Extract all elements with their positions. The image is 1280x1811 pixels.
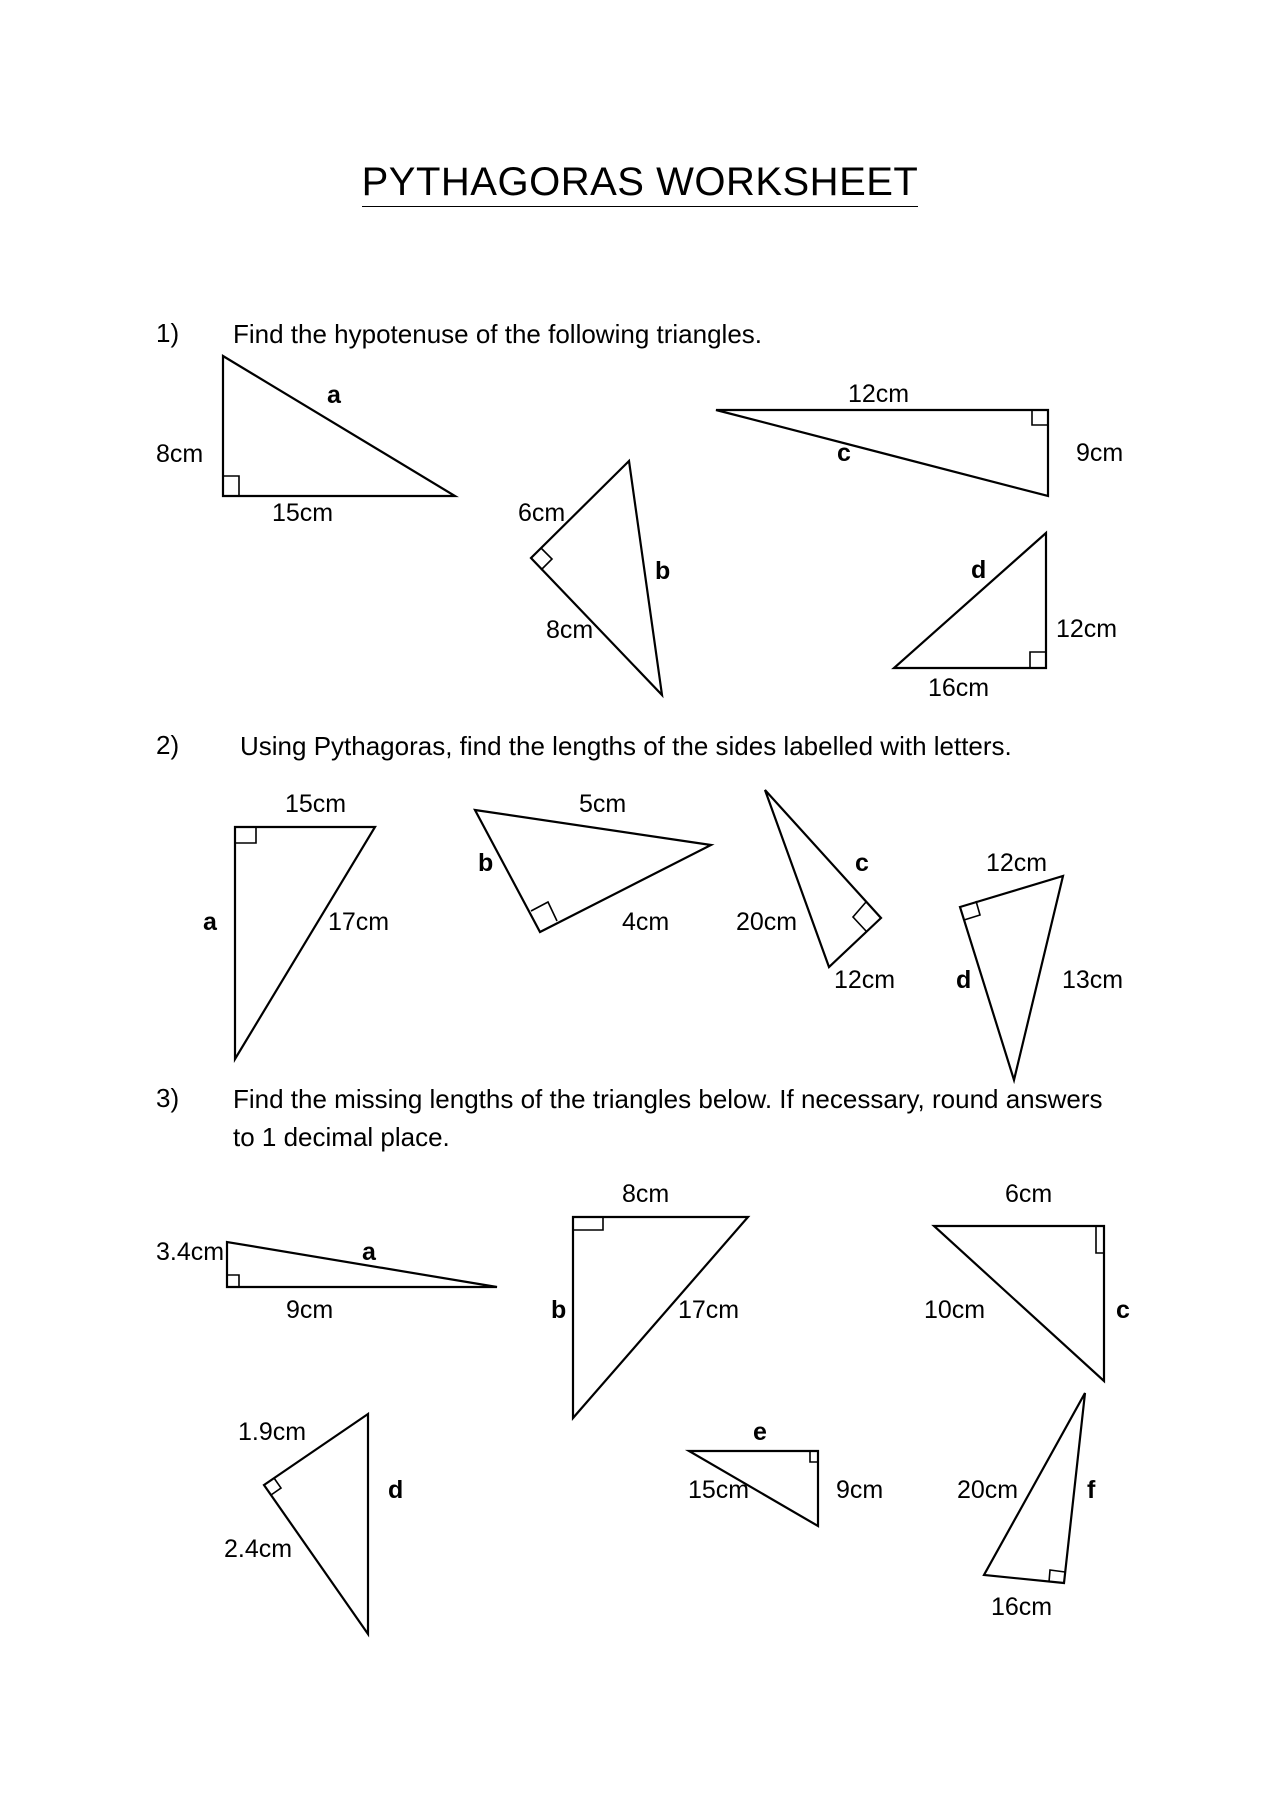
q1-triangle-b-shape — [531, 461, 662, 695]
q2-triangle-a-label-15cm: 15cm — [285, 790, 347, 818]
q3-triangle-b-label-17cm: 17cm — [678, 1296, 740, 1324]
question-2-text: Using Pythagoras, find the lengths of the sides labelled with letters. — [240, 731, 1012, 761]
q3-triangle-d-label-1.9cm: 1.9cm — [238, 1418, 307, 1446]
q2-triangle-a-label-17cm: 17cm — [328, 908, 390, 936]
q2-triangle-c — [736, 790, 895, 994]
q1-triangle-a — [156, 356, 455, 527]
question-3-number: 3) — [156, 1083, 180, 1113]
q2-triangle-c-shape — [765, 790, 881, 967]
q1-triangle-d-label-12cm: 12cm — [1056, 615, 1118, 643]
q3-triangle-a-label-9cm: 9cm — [286, 1296, 334, 1324]
q3-triangle-a-label-a: a — [362, 1238, 376, 1266]
q3-triangle-f-label-f: f — [1087, 1476, 1096, 1504]
q3-triangle-f-label-16cm: 16cm — [991, 1593, 1053, 1621]
q3-triangle-c — [924, 1180, 1130, 1381]
q2-triangle-a-shape — [235, 827, 375, 1059]
q1-triangle-a-label-15cm: 15cm — [272, 499, 334, 527]
q3-triangle-b-label-b: b — [551, 1296, 567, 1324]
q2-triangle-b-shape — [475, 810, 711, 932]
q3-triangle-b — [551, 1180, 748, 1418]
q3-triangle-a-label-3.4cm: 3.4cm — [156, 1238, 225, 1266]
q3-triangle-b-right-angle — [573, 1217, 603, 1230]
q1-triangle-d — [894, 533, 1117, 702]
q3-triangle-d-label-2.4cm: 2.4cm — [224, 1535, 293, 1563]
q3-triangle-c-label-c: c — [1116, 1296, 1130, 1324]
q3-triangle-e-label-15cm: 15cm — [688, 1476, 750, 1504]
q1-triangle-c-shape — [716, 410, 1048, 496]
q3-triangle-c-right-angle — [1096, 1226, 1104, 1253]
q2-triangle-b-label-4cm: 4cm — [622, 908, 670, 936]
q3-triangle-e-label-9cm: 9cm — [836, 1476, 884, 1504]
q2-triangle-b-label-5cm: 5cm — [579, 790, 627, 818]
q2-triangle-b-label-b: b — [478, 849, 494, 877]
q2-triangle-a-label-a: a — [203, 908, 217, 936]
q2-triangle-d-label-13cm: 13cm — [1062, 966, 1124, 994]
q3-triangle-d-right-angle — [271, 1478, 281, 1495]
q1-triangle-b-label-6cm: 6cm — [518, 499, 566, 527]
q1-triangle-d-label-16cm: 16cm — [928, 674, 990, 702]
q2-triangle-d-shape — [960, 876, 1063, 1080]
q2-triangle-b-right-angle — [531, 902, 557, 921]
q2-triangle-d — [956, 849, 1123, 1080]
q1-triangle-b-right-angle — [541, 548, 552, 570]
q2-triangle-c-right-angle — [853, 902, 866, 931]
q3-triangle-a — [156, 1238, 497, 1324]
q2-triangle-c-label-c: c — [855, 849, 869, 877]
q3-triangle-f-right-angle — [1049, 1570, 1065, 1582]
q1-triangle-c-right-angle — [1032, 410, 1048, 425]
q2-triangle-d-label-d: d — [956, 966, 972, 994]
q3-triangle-e — [688, 1418, 883, 1526]
q3-triangle-b-label-8cm: 8cm — [622, 1180, 670, 1208]
q2-triangle-d-label-12cm: 12cm — [986, 849, 1048, 877]
q2-triangle-a — [203, 790, 389, 1059]
q2-triangle-c-label-12cm: 12cm — [834, 966, 896, 994]
q1-triangle-a-label-8cm: 8cm — [156, 440, 204, 468]
q1-triangle-a-label-a: a — [327, 381, 341, 409]
q3-triangle-c-label-6cm: 6cm — [1005, 1180, 1053, 1208]
q2-triangle-b — [475, 790, 711, 936]
q1-triangle-d-shape — [894, 533, 1046, 668]
worksheet-title-text: PYTHAGORAS WORKSHEET — [362, 160, 919, 207]
q1-triangle-b — [518, 461, 670, 695]
q3-triangle-a-right-angle — [227, 1275, 239, 1287]
q3-triangle-d-shape — [264, 1414, 368, 1634]
question-1-number: 1) — [156, 318, 180, 348]
q1-triangle-a-shape — [223, 356, 455, 496]
q1-triangle-c-label-c: c — [837, 439, 851, 467]
q3-triangle-c-label-10cm: 10cm — [924, 1296, 986, 1324]
q1-triangle-c — [716, 380, 1123, 496]
q2-triangle-a-right-angle — [235, 827, 256, 843]
q1-triangle-c-label-12cm: 12cm — [848, 380, 910, 408]
q1-triangle-d-right-angle — [1030, 652, 1046, 668]
q3-triangle-f-label-20cm: 20cm — [957, 1476, 1019, 1504]
question-1-text: Find the hypotenuse of the following triangles. — [233, 319, 763, 349]
q3-triangle-f — [957, 1393, 1096, 1621]
q1-triangle-c-label-9cm: 9cm — [1076, 439, 1124, 467]
q3-triangle-d — [224, 1414, 403, 1634]
q3-triangle-e-right-angle — [810, 1451, 818, 1462]
q3-triangle-e-label-e: e — [753, 1418, 767, 1446]
q1-triangle-d-label-d: d — [971, 556, 987, 584]
q3-triangle-d-label-d: d — [388, 1476, 404, 1504]
q2-triangle-c-label-20cm: 20cm — [736, 908, 798, 936]
question-2-number: 2) — [156, 730, 180, 760]
q1-triangle-b-label-8cm: 8cm — [546, 616, 594, 644]
question-3-text: Find the missing lengths of the triangles below. If necessary, round answers to 1 decimal place. — [233, 1084, 1103, 1152]
q1-triangle-a-right-angle — [223, 476, 239, 496]
q1-triangle-b-label-b: b — [655, 557, 671, 585]
